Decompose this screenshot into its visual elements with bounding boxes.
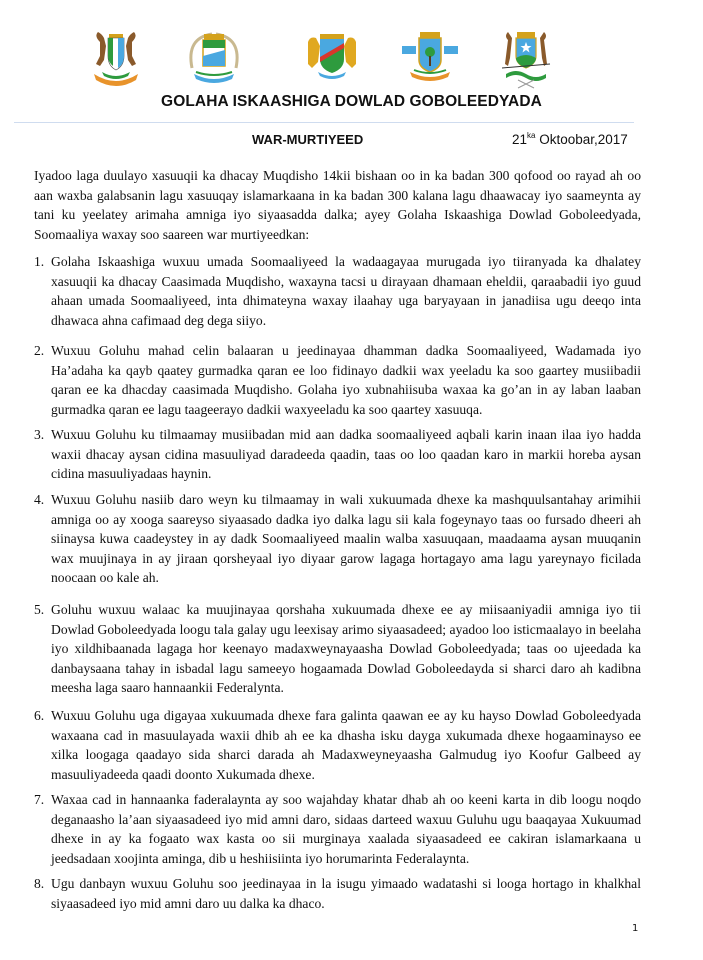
item-text: Wuxuu Goluhu ku tilmaamay musiibadan mid aan dadka soomaaliyeed aqbali karin inaan ilaa iyo hadda waxii dhacay aysan cidina masuuliyad daradeeda qaadin, taas oo loo qaadan karo in markii horeba aysan cidina masuuliyadaas haynin. bbox=[51, 427, 641, 482]
item-text: Ugu danbayn wuxuu Goluhu soo jeedinayaa in la isugu yimaado wadatashi si looga hortago in khalkhal siyaasadeed iyo mid amni daro uu dalka ka dhaco. bbox=[51, 876, 641, 911]
emblem-row bbox=[0, 28, 703, 90]
item-number: 6. bbox=[34, 708, 45, 723]
item-text: Wuxuu Goluhu uga digayaa xukuumada dhexe fara galinta qaawan ee ay ku hayso Dowlad Goboleedyada waxaana cad in masuulayada waxii dhib ah ee ka dhasha isku dayga xukumada dhexe hogaaminayso ee xilka loogaga qaadayo sida sharci darada ah Madaxweyneyaasha Galmudug iyo Koofur Galbeed ay masuuliyadeeda qaadi doonto Xukumada dhexe. bbox=[51, 708, 641, 782]
list-item bbox=[34, 874, 641, 913]
jubaland-emblem bbox=[184, 28, 244, 90]
item-text: Goluhu wuxuu walaac ka muujinayaa qorshaha xukuumada dhexe ee ay miisaaniyadii amniga iyo tii Dowlad Goboleedyada loogu tala galay ugu leexisay arimo siyaasadeed; ayadoo loo isticmaalayo in beelaha iyo xildhibaanada lagaga hor keenayo madaxweynayaasha Dowlad Goboleedyada; taas oo ujeedada ka danbaysaana tahay in isbadal lagu sameeyo hogaamada Dowlad Goboleedayda si sharci daro ah kadibna meesha laga saaro hannaankii Federalynta. bbox=[51, 602, 641, 696]
list-item bbox=[34, 790, 641, 868]
item-number: 1. bbox=[34, 254, 45, 269]
intro-paragraph: Iyadoo laga duulayo xasuuqii ka dhacay Muqdisho 14kii bishaan oo in ka badan 300 qofood oo rayad ah oo aan waxba galabsanin lagu xasuuqay islamarkaana in ka badan 300 kalana lagu dhaawacay iyo saameynta ay tani ku yeelatey arimaha amniga iyo siyaasadda dalka; ayey Golaha Iskaashiga Dowlad Goboleedyada, Soomaaliya waxay soo saareen war murtiyeedkan: bbox=[34, 168, 641, 242]
list-item bbox=[34, 425, 641, 484]
galmudug-emblem bbox=[302, 28, 362, 90]
date-suffix: ka bbox=[527, 131, 536, 140]
south-west-emblem-icon bbox=[496, 28, 556, 90]
list-item bbox=[34, 490, 641, 588]
south-west-emblem bbox=[496, 28, 556, 90]
item-text: Wuxuu Goluhu mahad celin balaaran u jeedinayaa dhamman dadka Soomaaliyeed, Wadamada iyo Ha’adaha ka qayb qaatey gurmadka qaran ee loo fidinayo dadkii wax yeeladu ka soo gaartey musiibadii qaran ee ka dhacday caasimada Muqdisho. Golaha iyo xubnahiisuba waxaa ka go’an in ay laban laaban gurmadka qaran ee lagu taageerayo dadkii waxyeeladu ka soo qaartey xasuuqa. bbox=[51, 343, 641, 417]
date-day: 21 bbox=[512, 132, 528, 147]
item-text: Golaha Iskaashiga wuxuu umada Soomaaliyeed la wadaagayaa murugada iyo tiiranyada ka dhalatey xasuuqii ka dhacay Caasimada Muqdisho, waxayna tacsi u dirayaan dhamaan eheldii, qaraabadii iyo guud ahaan umada Soomaaliyeed, inta dhimateyna waxay ilaahay uga baryayaan in janadiisa ugu deeqo inta dhawaca ahna cafimaad deg dega siiyo. bbox=[51, 254, 641, 328]
item-number: 8. bbox=[34, 876, 45, 891]
document-date bbox=[512, 131, 628, 147]
puntland-emblem-icon bbox=[86, 28, 146, 90]
list-item bbox=[34, 706, 641, 784]
list-item bbox=[34, 600, 641, 698]
item-text: Waxaa cad in hannaanka faderalaynta ay soo wajahday khatar dhab ah oo keeni karta in dib loogu noqdo deganaasho la’aan siyaasadeed iyo mid amni daro, sidaas darteed waxuu Guluhu ugu baaqayaa Xukuumad dhexe in ay ka fogaato wax kasta oo sii murginaya xaalada siyaasadeed ee cakiran islamarkaana u jeedsadaan xoojinta aminga, dib u heshiisiinta iyo horumarinta Federalaynta. bbox=[51, 792, 641, 866]
list-item bbox=[34, 341, 641, 419]
organization-title: GOLAHA ISKAASHIGA DOWLAD GOBOLEEDYADA bbox=[161, 93, 542, 110]
jubaland-emblem-icon bbox=[184, 28, 244, 90]
document-type: WAR-MURTIYEED bbox=[252, 132, 364, 147]
item-number: 5. bbox=[34, 602, 45, 617]
page-number: 1 bbox=[632, 923, 639, 934]
header-divider bbox=[14, 122, 634, 123]
galmudug-emblem-icon bbox=[302, 28, 362, 90]
puntland-emblem bbox=[86, 28, 146, 90]
item-number: 3. bbox=[34, 427, 45, 442]
item-text: Wuxuu Goluhu nasiib daro weyn ku tilmaamay in wali xukuumada dhexe ka mashquulsantahay arimihii amniga oo ay xooga saareyso siyaasado dadka iyo dalka lagu sii kala fogeynayo taas oo fursado dheeri ah siinaysa kuwa caadeystey in ay dadk Soomaaliyeed maalin walba xasuuqaan, maadaama aysan muuqanin wax muujinaya in ay jiraan qorsheyaal iyo diyaar garow lagaga hortagayo ama lagu yareynayo ficilada noocaan oo kale ah. bbox=[51, 492, 641, 586]
list-item bbox=[34, 252, 641, 330]
date-rest: Oktoobar,2017 bbox=[535, 132, 628, 147]
hirshabelle-emblem-icon bbox=[400, 28, 460, 90]
item-number: 2. bbox=[34, 343, 45, 358]
item-number: 4. bbox=[34, 492, 45, 507]
hirshabelle-emblem bbox=[400, 28, 460, 90]
item-number: 7. bbox=[34, 792, 45, 807]
